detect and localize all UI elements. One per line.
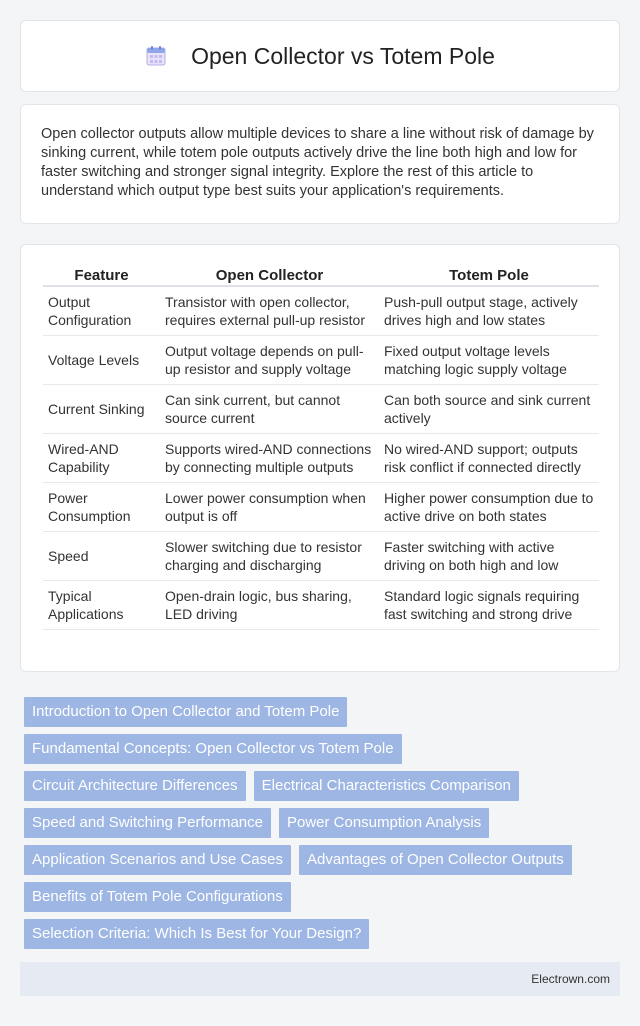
tag-link[interactable]: Benefits of Totem Pole Configurations: [24, 882, 291, 912]
tag-link[interactable]: Advantages of Open Collector Outputs: [299, 845, 572, 875]
row-feature: Voltage Levels: [43, 336, 160, 385]
row-totem-pole: Push-pull output stage, actively drives high and low states: [379, 287, 599, 336]
row-feature: Speed: [43, 532, 160, 581]
footer-site-name[interactable]: Electrown.com: [531, 972, 610, 986]
row-open-collector: Lower power consumption when output is off: [160, 483, 379, 532]
page-title: Open Collector vs Totem Pole: [191, 42, 495, 69]
tag-link[interactable]: Introduction to Open Collector and Totem Pole: [24, 697, 347, 727]
table-row: [43, 581, 599, 630]
table-row: [43, 483, 599, 532]
row-feature: Output Configuration: [43, 287, 160, 336]
tag-link[interactable]: Selection Criteria: Which Is Best for Your Design?: [24, 919, 369, 949]
row-totem-pole: Standard logic signals requiring fast switching and strong drive: [379, 581, 599, 630]
tag-link[interactable]: Electrical Characteristics Comparison: [254, 771, 519, 801]
title-card: [20, 20, 620, 92]
row-totem-pole: No wired-AND support; outputs risk conflict if connected directly: [379, 434, 599, 483]
row-totem-pole: Fixed output voltage levels matching logic supply voltage: [379, 336, 599, 385]
table-row: [43, 336, 599, 385]
row-open-collector: Open-drain logic, bus sharing, LED driving: [160, 581, 379, 630]
row-feature: Wired-AND Capability: [43, 434, 160, 483]
comparison-table: [43, 265, 599, 630]
row-totem-pole: Faster switching with active driving on both high and low: [379, 532, 599, 581]
tag-link[interactable]: Speed and Switching Performance: [24, 808, 271, 838]
row-totem-pole: Can both source and sink current actively: [379, 385, 599, 434]
row-open-collector: Transistor with open collector, requires external pull-up resistor: [160, 287, 379, 336]
row-totem-pole: Higher power consumption due to active drive on both states: [379, 483, 599, 532]
row-open-collector: Can sink current, but cannot source current: [160, 385, 379, 434]
calendar-icon: [145, 45, 167, 67]
table-row: [43, 434, 599, 483]
tag-link[interactable]: Power Consumption Analysis: [279, 808, 489, 838]
table-row: [43, 287, 599, 336]
footer: [20, 962, 620, 996]
tag-link[interactable]: Circuit Architecture Differences: [24, 771, 246, 801]
table-row: [43, 385, 599, 434]
row-open-collector: Slower switching due to resistor charging and discharging: [160, 532, 379, 581]
row-open-collector: Supports wired-AND connections by connecting multiple outputs: [160, 434, 379, 483]
header-open-collector: Open Collector: [160, 265, 379, 287]
row-feature: Typical Applications: [43, 581, 160, 630]
intro-paragraph: Open collector outputs allow multiple devices to share a line without risk of damage by sinking current, while totem pole outputs actively drive the line both high and low for faster switching and stronger signal integrity. Explore the rest of this article to understand which output type best suits your application's requirements.: [41, 126, 594, 199]
intro-card: [20, 104, 620, 224]
topic-tags: [24, 697, 620, 956]
comparison-table-card: [20, 244, 620, 672]
header-totem-pole: Totem Pole: [379, 265, 599, 287]
row-open-collector: Output voltage depends on pull-up resistor and supply voltage: [160, 336, 379, 385]
tag-link[interactable]: Application Scenarios and Use Cases: [24, 845, 291, 875]
row-feature: Power Consumption: [43, 483, 160, 532]
tag-link[interactable]: Fundamental Concepts: Open Collector vs Totem Pole: [24, 734, 402, 764]
header-feature: Feature: [43, 265, 160, 287]
table-row: [43, 532, 599, 581]
table-header-row: [43, 265, 599, 287]
row-feature: Current Sinking: [43, 385, 160, 434]
